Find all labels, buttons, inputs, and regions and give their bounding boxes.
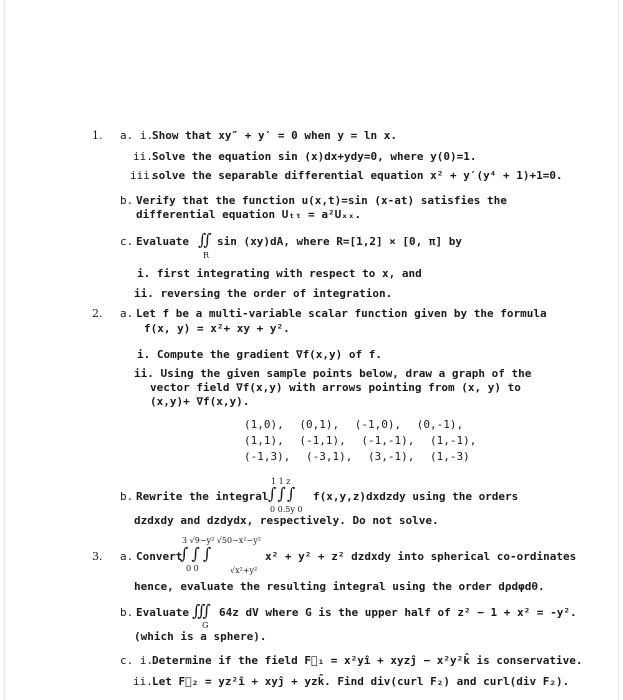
page-edge-left bbox=[4, 0, 5, 700]
q3-a-convert: Convert bbox=[136, 550, 183, 563]
sample-point: (-1,-1), bbox=[361, 434, 415, 447]
q2-ii-text-3: (x,y)+ ∇f(x,y). bbox=[150, 395, 250, 408]
q1-b-text-1: Verify that the function u(x,t)=sin (x-at) satisfies the bbox=[136, 194, 507, 207]
sample-point: (0,-1), bbox=[416, 418, 464, 431]
q1-c-i-text: i. first integrating with respect to x, and bbox=[137, 267, 422, 280]
q2-a-text-1: Let f be a multi-variable scalar function given by the formula bbox=[136, 307, 547, 320]
q3-a-text-2: hence, evaluate the resulting integral using the order dρdφdθ. bbox=[134, 580, 545, 593]
q3-integral-upper-limits: 3 √9−y² √50−x²−y² bbox=[182, 536, 261, 545]
q3-b-text-a: Evaluate bbox=[136, 606, 189, 619]
q1-a-i-label: a. i. bbox=[120, 129, 154, 142]
q3-a-text: x² + y² + z² dzdxdy into spherical co-ordinates bbox=[265, 550, 577, 563]
sample-point: (3,-1), bbox=[367, 450, 415, 463]
q2-ii-text-1: ii. Using the given sample points below, draw a graph of the bbox=[134, 367, 532, 380]
q3-c-i-label: c. i. bbox=[120, 654, 154, 667]
q1-integral-region-label: R bbox=[203, 251, 210, 260]
q1-number: 1. bbox=[92, 129, 103, 142]
sample-point: (0,1), bbox=[299, 418, 340, 431]
q1-double-integral-sign: ∬ bbox=[198, 230, 212, 249]
q2-points-row-3 bbox=[244, 449, 479, 464]
q3-b-text-b: 64z dV where G is the upper half of z² − 1 + x² = -y². bbox=[219, 606, 577, 619]
q3-b-text-2: (which is a sphere). bbox=[134, 630, 267, 643]
q2-triple-integral-sign: ∫ ∫ ∫ bbox=[268, 484, 294, 503]
q1-a-ii-label: ii. bbox=[133, 150, 153, 163]
sample-point: (1,-1), bbox=[429, 434, 477, 447]
q1-c-label: c. bbox=[120, 235, 134, 248]
q1-a-iii-text: solve the separable differential equation x² + y′(y⁴ + 1)+1=0. bbox=[152, 169, 563, 182]
q2-integral-lower-limits: 0 0.5y 0 bbox=[270, 505, 303, 514]
q2-ii-text-2: vector field ∇f(x,y) with arrows pointing from (x, y) to bbox=[150, 381, 521, 394]
q3-triple-integral-symbol: ∭ bbox=[192, 601, 211, 620]
q3-b-label: b. bbox=[120, 606, 134, 619]
sample-point: (1,-3) bbox=[429, 450, 470, 463]
sample-point: (1,1), bbox=[244, 434, 284, 447]
q2-points-row-2 bbox=[244, 433, 485, 448]
q2-integral-upper-limits: 1 1 z bbox=[271, 477, 291, 486]
sample-point: (-3,1), bbox=[305, 450, 353, 463]
q2-b-label: b. bbox=[120, 490, 134, 503]
q1-a-ii-text: Solve the equation sin (x)dx+ydy=0, where y(0)=1. bbox=[152, 150, 477, 163]
q1-c-text-b: sin (xy)dA, where R=[1,2] × [0, π] by bbox=[217, 235, 463, 248]
q2-number: 2. bbox=[92, 307, 103, 320]
q2-b-text-a: Rewrite the integral bbox=[136, 490, 269, 503]
q1-c-ii-text: ii. reversing the order of integration. bbox=[134, 287, 393, 300]
q3-c-ii-text: Let F⃗₂ = yz²î + xyĵ + yzk̂. Find div(curl F₂) and curl(div F₂). bbox=[152, 675, 570, 688]
q2-a-label: a. bbox=[120, 307, 134, 320]
q3-c-ii-label: ii. bbox=[133, 675, 153, 688]
q3-integral-lower-limit-z: √x²+y² bbox=[230, 566, 258, 575]
q3-c-i-text: Determine if the field F⃗₁ = x²yî + xyzĵ − x²y²k̂ is conservative. bbox=[152, 654, 583, 667]
q1-b-text-2: differential equation Uₜₜ = a²Uₓₓ. bbox=[136, 208, 362, 221]
page-edge-right bbox=[618, 0, 619, 700]
sample-point: (-1,1), bbox=[299, 434, 346, 447]
q1-a-iii-label: iii. bbox=[130, 169, 157, 182]
q1-c-text-a: Evaluate bbox=[136, 235, 189, 248]
q2-points-row-1 bbox=[244, 417, 472, 432]
q3-triple-integral-sign: ∫ ∫ ∫ bbox=[180, 544, 211, 563]
q2-i-text: i. Compute the gradient ∇f(x,y) of f. bbox=[137, 348, 383, 361]
q3-integral-region-label: G bbox=[202, 621, 209, 630]
sample-point: (-1,0), bbox=[354, 418, 402, 431]
q1-a-i-text: Show that xy″ + y′ = 0 when y = ln x. bbox=[152, 129, 398, 142]
q3-a-label: a. bbox=[120, 550, 134, 563]
q3-integral-lower-limits: 0 0 bbox=[186, 564, 199, 573]
q2-b-text-b: f(x,y,z)dxdzdy using the orders bbox=[313, 490, 519, 503]
q2-a-text-2: f(x, y) = x²+ xy + y². bbox=[144, 322, 290, 335]
sample-point: (1,0), bbox=[244, 418, 284, 431]
q1-b-label: b. bbox=[120, 194, 134, 207]
q3-number: 3. bbox=[92, 550, 103, 563]
sample-point: (-1,3), bbox=[244, 450, 291, 463]
q2-b-text-2: dzdxdy and dzdydx, respectively. Do not solve. bbox=[134, 514, 439, 527]
